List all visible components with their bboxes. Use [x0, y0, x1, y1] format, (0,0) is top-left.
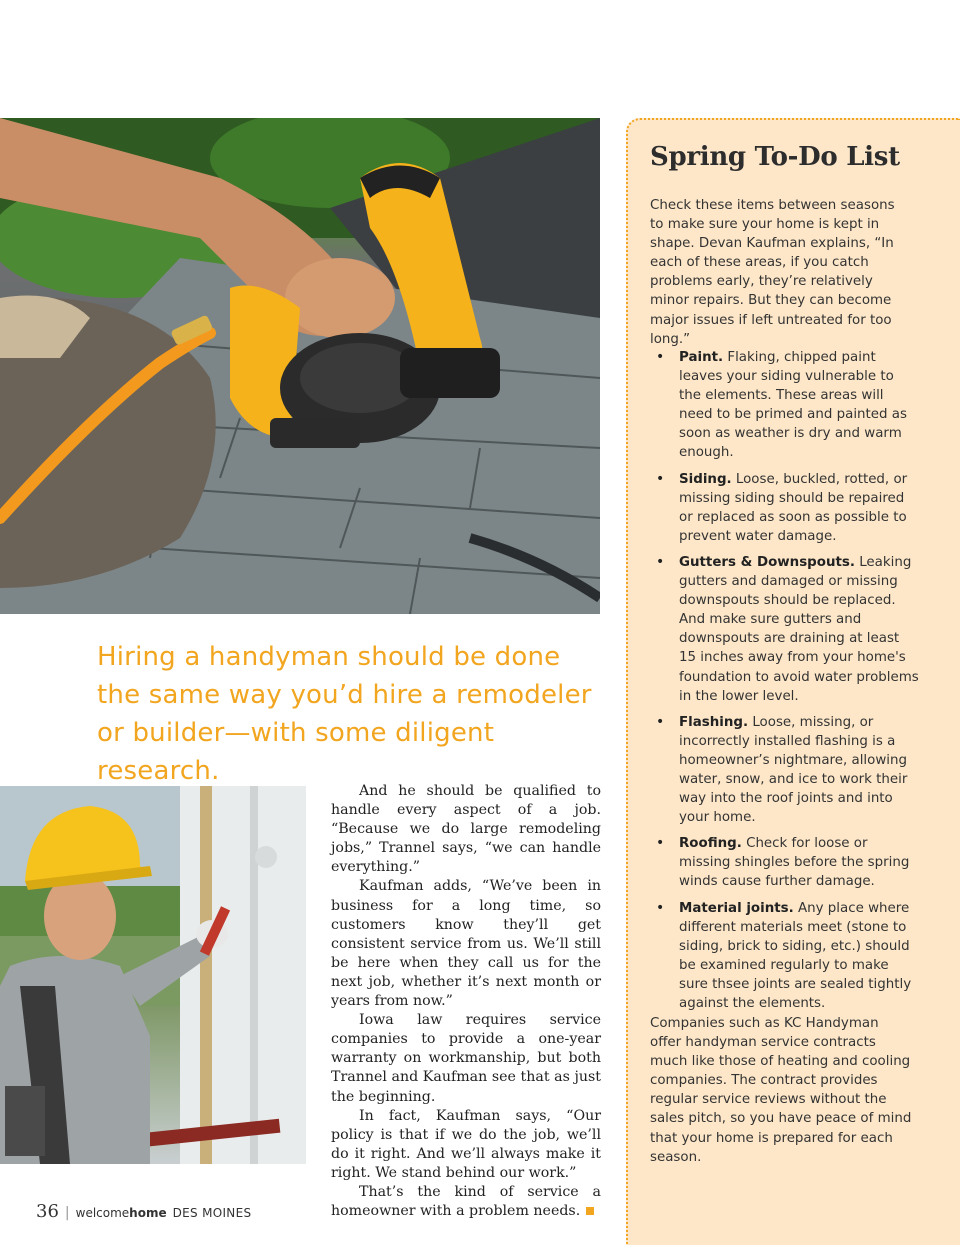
painter-illustration — [0, 786, 306, 1164]
todo-item — [650, 348, 920, 463]
sidebar-outro: Companies such as KC Handyman offer handyman service contracts much like those of heating and cooling companies. The contract provides regular service reviews without the sales pitch, so you have peace of mind that your home is prepared for each season. — [650, 1016, 912, 1165]
body-paragraph: Iowa law requires service companies to provide a one-year warranty on workmanship, but both Trannel and Kaufman see that as just the beginning. — [331, 1012, 601, 1105]
todo-term: Gutters & Downspouts. — [679, 554, 855, 570]
magazine-city: DES MOINES — [172, 1206, 252, 1220]
article-body — [331, 782, 601, 1221]
bullet-icon: • — [656, 553, 665, 570]
body-paragraph-text: That’s the kind of service a homeowner with a problem needs. — [331, 1183, 601, 1220]
body-paragraph: In fact, Kaufman says, “Our policy is that if we do the job, we’ll do it right. And we’ll always make it right. We stand behind our work.” — [331, 1107, 601, 1181]
spring-todo-sidebar — [626, 118, 960, 1245]
todo-text: Loose, buckled, rotted, or missing siding should be repaired or replaced as soon as possible to prevent water damage. — [679, 471, 908, 544]
worker-photo-painter — [0, 786, 306, 1164]
bullet-icon: • — [656, 899, 665, 916]
todo-text: Any place where different materials meet (stone to siding, brick to siding, etc.) should be examined regularly to make sure thsee joints are sealed tightly against the elements. — [679, 900, 912, 1011]
brand-part-home: home — [129, 1206, 167, 1220]
page-footer — [36, 1201, 251, 1222]
end-mark-icon — [586, 1207, 594, 1215]
todo-term: Material joints. — [679, 900, 794, 916]
page-number: 36 — [36, 1201, 59, 1222]
todo-item — [650, 553, 920, 706]
todo-term: Paint. — [679, 350, 724, 365]
todo-item — [650, 713, 920, 828]
todo-term: Roofing. — [679, 836, 742, 852]
bullet-icon: • — [656, 470, 665, 487]
bullet-icon: • — [656, 713, 665, 730]
todo-term: Siding. — [679, 471, 732, 487]
todo-text: Leaking gutters and damaged or missing downspouts should be replaced. And make sure gutters and downspouts are draining at least 15 inches away from your home's foundation to avoid water problems in the lower level. — [679, 554, 919, 704]
footer-separator: | — [64, 1205, 70, 1221]
sidebar-intro: Check these items between seasons to make sure your home is kept in shape. Devan Kaufman explains, “In each of these areas, if you catch problems early, they’re relatively minor repairs. But they can become major issues if left untreated for too long.” — [650, 198, 895, 347]
magazine-brand — [76, 1206, 167, 1220]
sidebar-title: Spring To-Do List — [650, 142, 900, 172]
todo-list — [650, 348, 920, 1020]
todo-text: Flaking, chipped paint leaves your siding vulnerable to the elements. These areas will need to be primed and painted as soon as weather is dry and warm enough. — [679, 350, 907, 461]
todo-item — [650, 899, 920, 1014]
body-paragraph: Kaufman adds, “We’ve been in business for a long time, so customers know they’ll get consistent service from us. We’ll still be here when they call us for the next job, whether it’s next month or years from now.” — [331, 878, 601, 1010]
hero-photo-roofer — [0, 118, 600, 614]
todo-text: Loose, missing, or incorrectly installed flashing is a homeowner’s nightmare, allowing water, snow, and ice to work their way into the roof joints and into your home. — [679, 714, 908, 826]
brand-part-welcome: welcome — [75, 1206, 130, 1220]
todo-text: Check for loose or missing shingles before the spring winds cause further damage. — [679, 836, 910, 890]
todo-item — [650, 470, 920, 546]
body-paragraph-last — [331, 1183, 601, 1221]
roofer-illustration — [0, 118, 600, 614]
bullet-icon: • — [656, 835, 665, 852]
pull-quote: Hiring a handyman should be done the same way you’d hire a remodeler or builder—with some diligent research. — [97, 642, 592, 786]
todo-item — [650, 834, 920, 891]
bullet-icon: • — [656, 349, 665, 365]
todo-term: Flashing. — [679, 714, 749, 730]
body-paragraph: And he should be qualified to handle every aspect of a job. “Because we do large remodeling jobs,” Trannel says, “we can handle everything.” — [331, 783, 601, 876]
